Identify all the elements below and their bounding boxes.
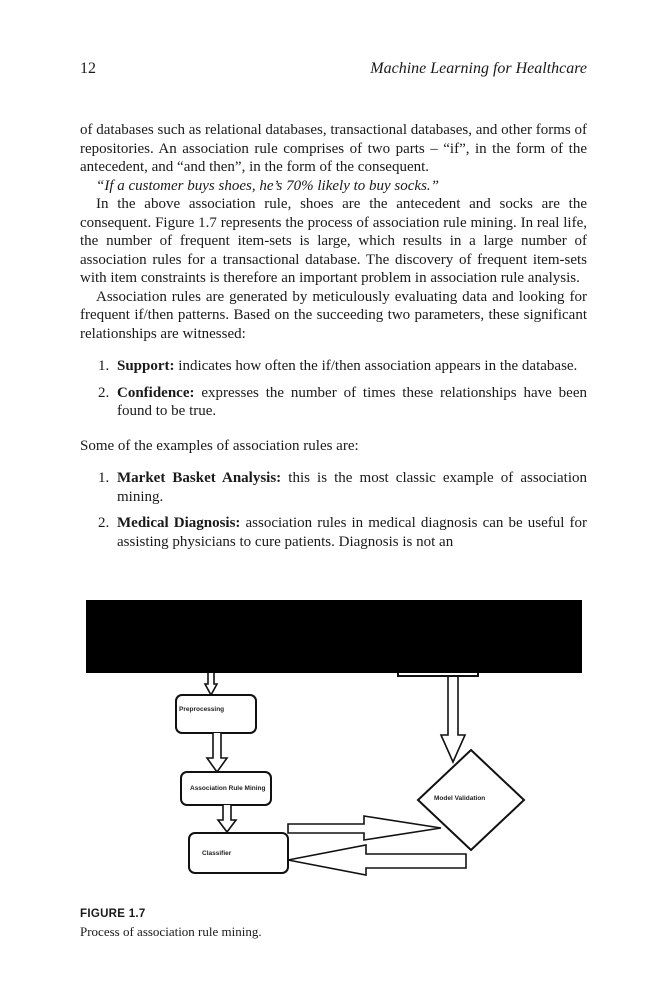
list-item [98,357,587,376]
paragraph: Association rules are generated by meticulously evaluating data and looking for frequent if/then patterns. Based on the succeeding two parameters, these significant relationships are witnessed: [80,288,587,342]
examples-list [80,469,587,551]
paragraph: Some of the examples of association rules are: [80,437,359,454]
page-number: 12 [80,60,96,77]
caption-text: Process of association rule mining. [80,924,262,939]
down-arrow [205,673,217,695]
left-arrow [288,845,466,875]
list-term: Market Basket Analysis: [117,470,282,486]
list-text: this is the most classic example of association mining. [117,470,587,505]
node-label-preprocessing: Preprocessing [179,706,225,713]
list-item [98,469,587,506]
node-label-model-validation: Model Validation [434,795,486,802]
list-item [98,514,587,551]
parameters-list [80,357,587,421]
list-text: association rules in medical diagnosis can be useful for assisting physicians to cure patients. Diagnosis is not an [117,515,587,550]
page-header [80,60,587,82]
paragraph: of databases such as relational databases, transactional databases, and other forms of repositories. An association rule comprises of two parts – “if”, in the form of the antecedent, and “and then”, in the form of the consequent. [80,122,587,175]
body-text [80,121,587,567]
example-quote: “If a customer buys shoes, he’s 70% likely to buy socks.” [96,177,440,194]
list-term: Confidence: [117,384,195,401]
caption-label: FIGURE 1.7 [80,908,146,920]
list-number: 1. [98,470,110,486]
list-text: expresses the number of times these relationships have been found to be true. [117,384,587,419]
right-arrow [288,816,441,840]
list-term: Medical Diagnosis: [117,515,241,531]
list-text: indicates how often the if/then association appears in the database. [174,358,578,374]
list-number: 1. [98,358,110,374]
preprocessing-box [176,695,256,733]
list-number: 2. [98,515,110,531]
down-arrow [218,805,236,832]
figure-caption [80,906,587,940]
list-item [98,384,587,421]
running-title: Machine Learning for Healthcare [370,60,587,77]
paragraph: In the above association rule, shoes are the antecedent and socks are the consequent. Figure 1.7 represents the process of association rule mining. In real life, the number of frequent item-sets is large, which results in a large number of association rules for a transactional database. The discovery of frequent item-sets with item constraints is therefore an important problem in association rule analysis. [80,196,587,286]
node-label-classifier: Classifier [202,850,232,857]
down-arrow [207,733,227,772]
list-number: 2. [98,384,110,401]
node-label-association-rule-mining: Association Rule Mining [190,785,266,792]
down-arrow [441,677,465,762]
figure-diagram [86,600,582,890]
redaction-block [86,600,582,673]
list-term: Support: [117,358,175,374]
partial-box [398,673,478,676]
